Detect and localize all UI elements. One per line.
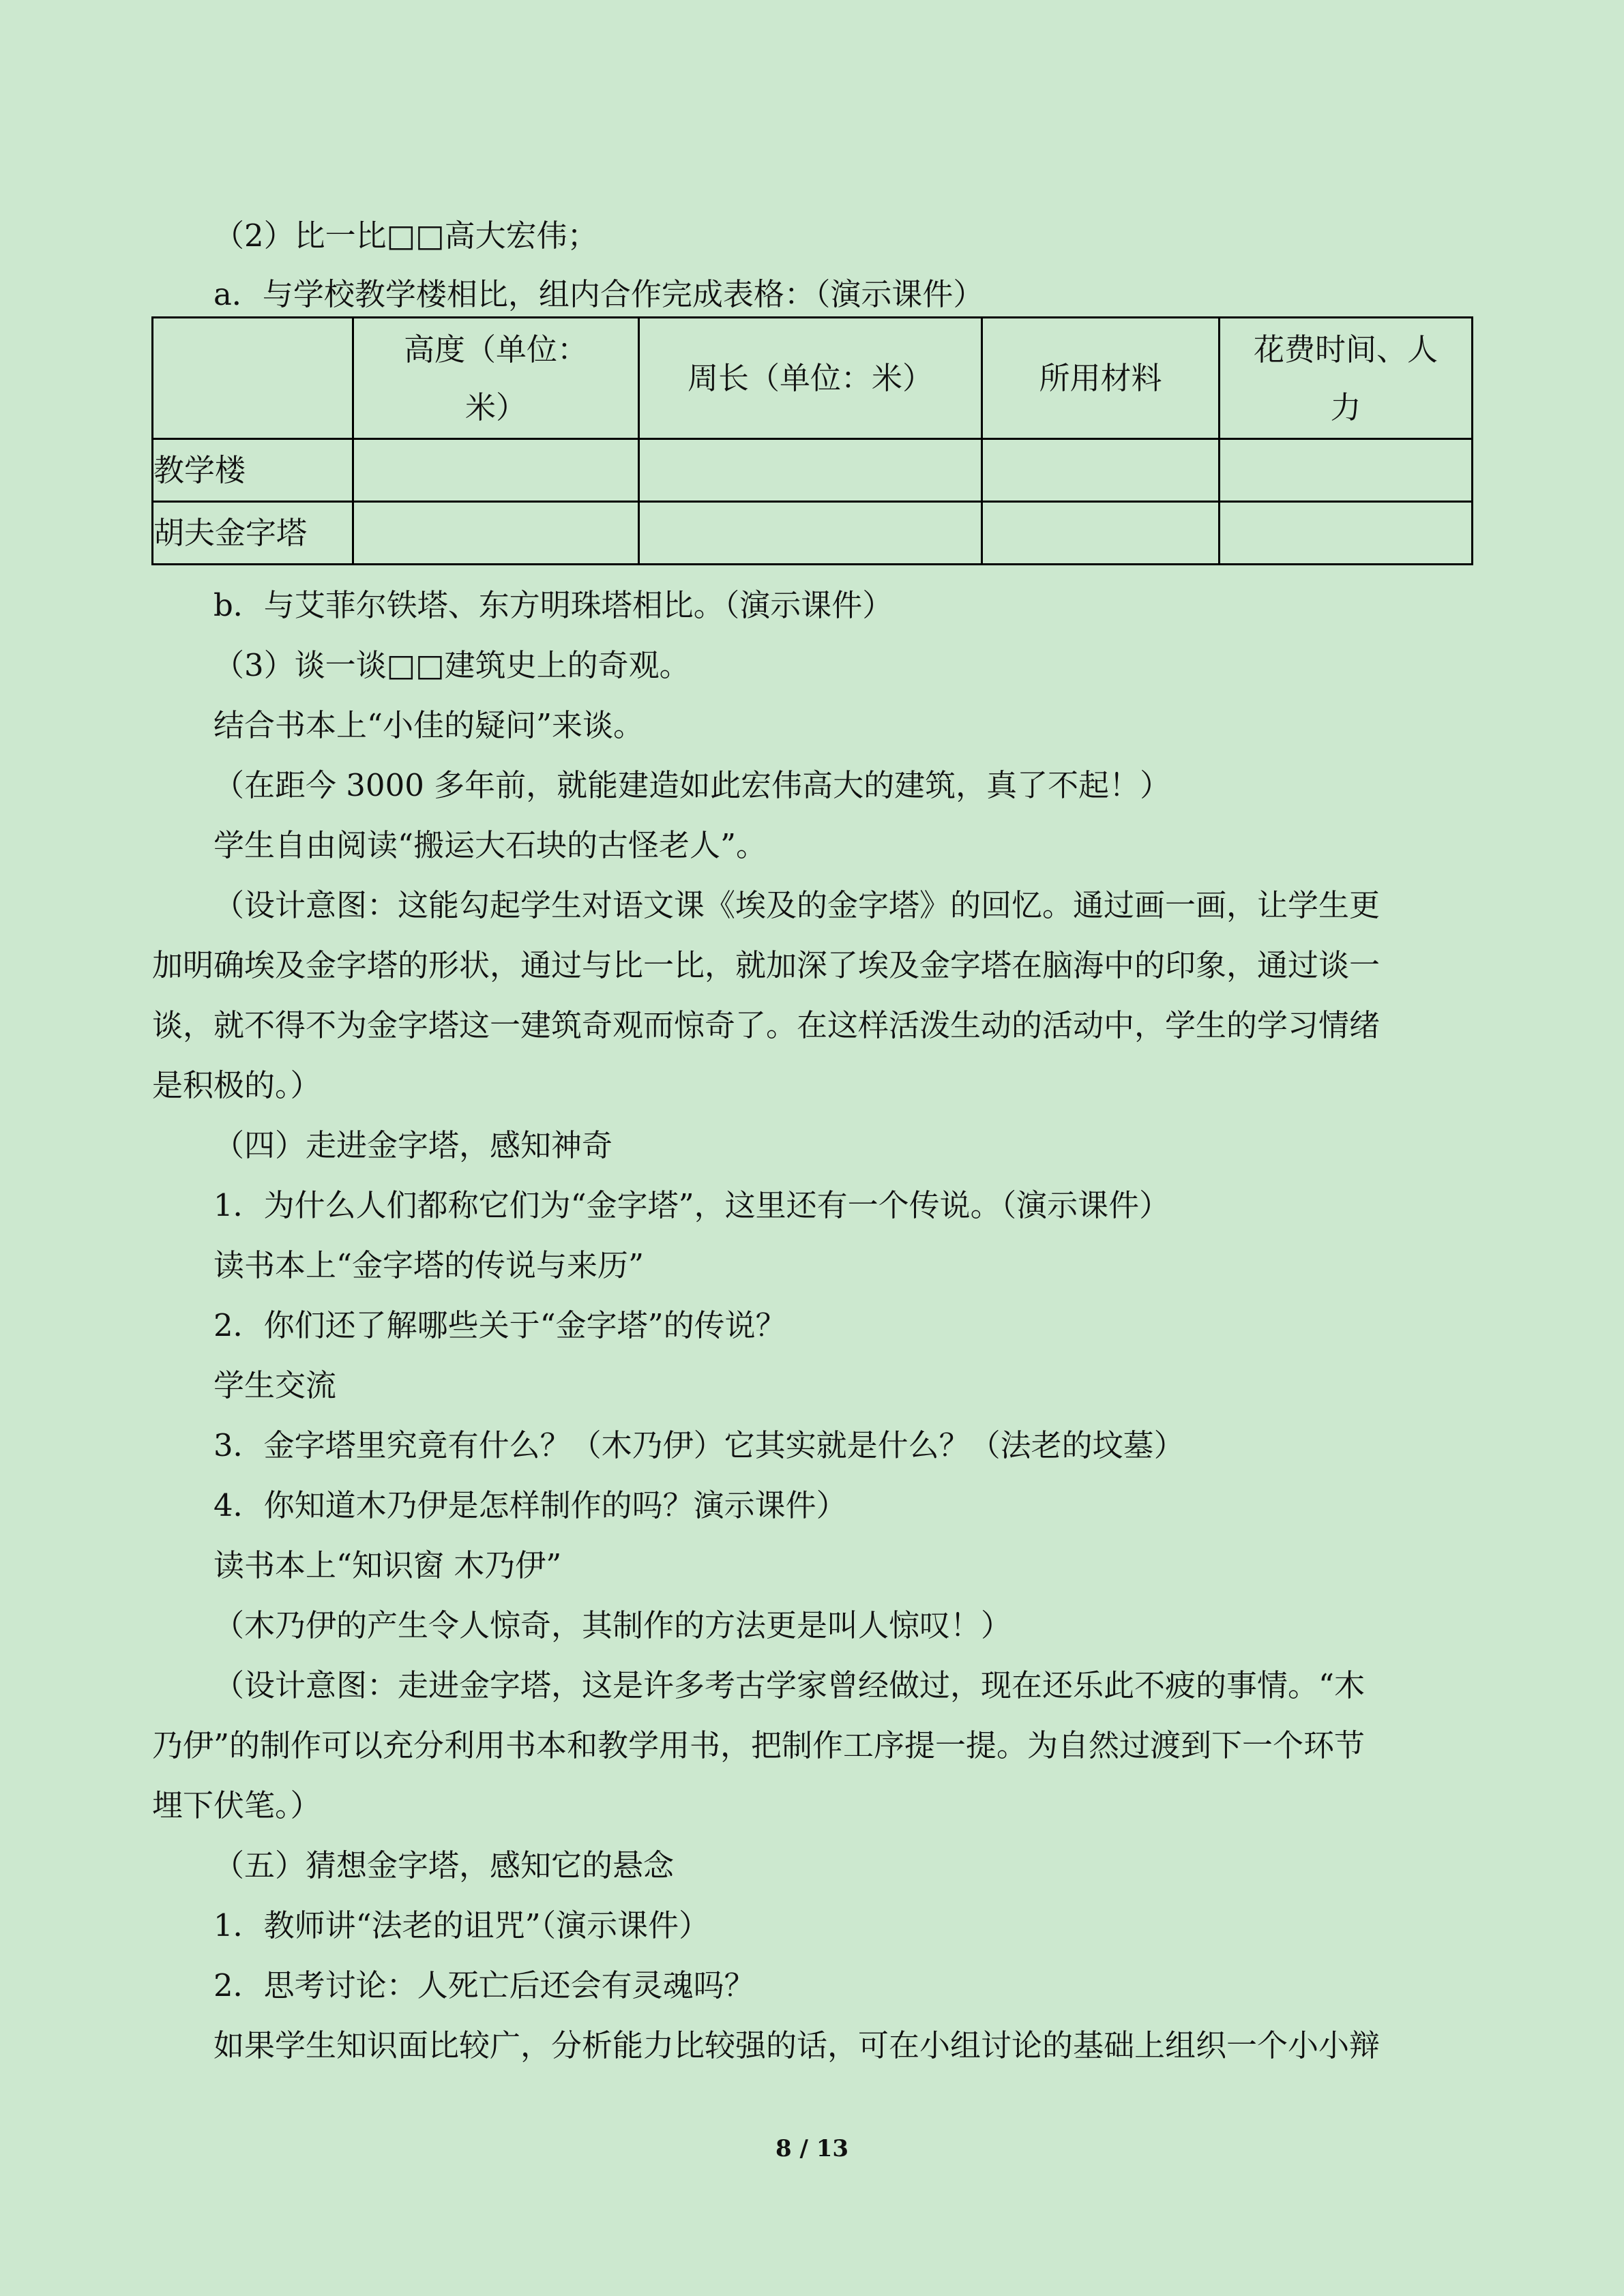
- comparison-table: [151, 316, 1473, 565]
- table-row: [153, 502, 1473, 565]
- table-cell: [982, 439, 1220, 502]
- table-header-time: [1220, 318, 1473, 439]
- table-cell: [639, 439, 982, 502]
- table-header-material: 所用材料: [982, 318, 1220, 439]
- section-heading-compare: （2）比一比□□高大宏伟；: [213, 218, 598, 254]
- text-line: b．与艾菲尔铁塔、东方明珠塔相比。（演示课件）: [213, 587, 894, 623]
- text-line: 学生交流: [213, 1367, 337, 1403]
- design-intent-paragraph: （设计意图：这能勾起学生对语文课《埃及的金字塔》的回忆。通过画一画，让学生更: [213, 887, 1381, 923]
- row-label-khufu-pyramid: 胡夫金字塔: [153, 502, 353, 565]
- design-intent-paragraph: （设计意图：走进金字塔，这是许多考古学家曾经做过，现在还乐此不疲的事情。“木: [213, 1667, 1365, 1703]
- section-heading-four: （四）走进金字塔，感知神奇: [213, 1127, 613, 1163]
- paragraph-line: 乃伊”的制作可以充分利用书本和教学用书，把制作工序提一提。为自然过渡到下一个环节: [152, 1727, 1365, 1763]
- table-cell: [1220, 502, 1473, 565]
- paragraph-line: 埋下伏笔。）: [152, 1787, 321, 1823]
- header-text: 力: [1330, 389, 1361, 426]
- page-number: 8 / 13: [775, 2135, 849, 2162]
- section-heading-discuss: （3）谈一谈□□建筑史上的奇观。: [213, 647, 690, 683]
- text-line: 1．教师讲“法老的诅咒”（演示课件）: [213, 1907, 710, 1943]
- table-cell: [353, 502, 639, 565]
- row-label-teaching-building: 教学楼: [153, 439, 353, 502]
- table-cell: [982, 502, 1220, 565]
- text-line: 如果学生知识面比较广，分析能力比较强的话，可在小组讨论的基础上组织一个小小辩: [213, 2027, 1381, 2063]
- text-line: 2．你们还了解哪些关于“金字塔”的传说？: [213, 1307, 786, 1343]
- table-header-row: [153, 318, 1473, 439]
- text-line: a．与学校教学楼相比，组内合作完成表格：（演示课件）: [213, 276, 984, 312]
- text-line: （在距今 3000 多年前，就能建造如此宏伟高大的建筑，真了不起！）: [213, 767, 1171, 803]
- text-line: 3．金字塔里究竟有什么？（木乃伊）它其实就是什么？（法老的坟墓）: [213, 1427, 1185, 1463]
- section-heading-five: （五）猜想金字塔，感知它的悬念: [213, 1847, 675, 1883]
- text-line: 结合书本上“小佳的疑问”来谈。: [213, 707, 645, 743]
- table-corner-cell: [153, 318, 353, 439]
- paragraph-line: 是积极的。）: [152, 1067, 321, 1103]
- text-line: 2．思考讨论：人死亡后还会有灵魂吗？: [213, 1967, 755, 2003]
- table-cell: [639, 502, 982, 565]
- header-text: 高度（单位：: [403, 331, 588, 368]
- text-line: 读书本上“知识窗 木乃伊”: [213, 1547, 562, 1583]
- header-text: 花费时间、人: [1253, 331, 1438, 368]
- table-row: [153, 439, 1473, 502]
- header-text: 米）: [464, 389, 527, 426]
- paragraph-line: 谈，就不得不为金字塔这一建筑奇观而惊奇了。在这样活泼生动的活动中，学生的学习情绪: [152, 1007, 1381, 1043]
- text-line: 4．你知道木乃伊是怎样制作的吗？演示课件）: [213, 1487, 847, 1523]
- table-header-height: [353, 318, 639, 439]
- table-cell: [1220, 439, 1473, 502]
- text-line: 学生自由阅读“搬运大石块的古怪老人”。: [213, 827, 767, 863]
- table-header-perimeter: 周长（单位：米）: [639, 318, 982, 439]
- paragraph-line: 加明确埃及金字塔的形状，通过与比一比，就加深了埃及金字塔在脑海中的印象，通过谈一: [152, 947, 1381, 983]
- table-cell: [353, 439, 639, 502]
- text-line: 读书本上“金字塔的传说与来历”: [213, 1247, 645, 1283]
- text-line: 1．为什么人们都称它们为“金字塔”，这里还有一个传说。（演示课件）: [213, 1187, 1170, 1223]
- text-line: （木乃伊的产生令人惊奇，其制作的方法更是叫人惊叹！）: [213, 1607, 1012, 1643]
